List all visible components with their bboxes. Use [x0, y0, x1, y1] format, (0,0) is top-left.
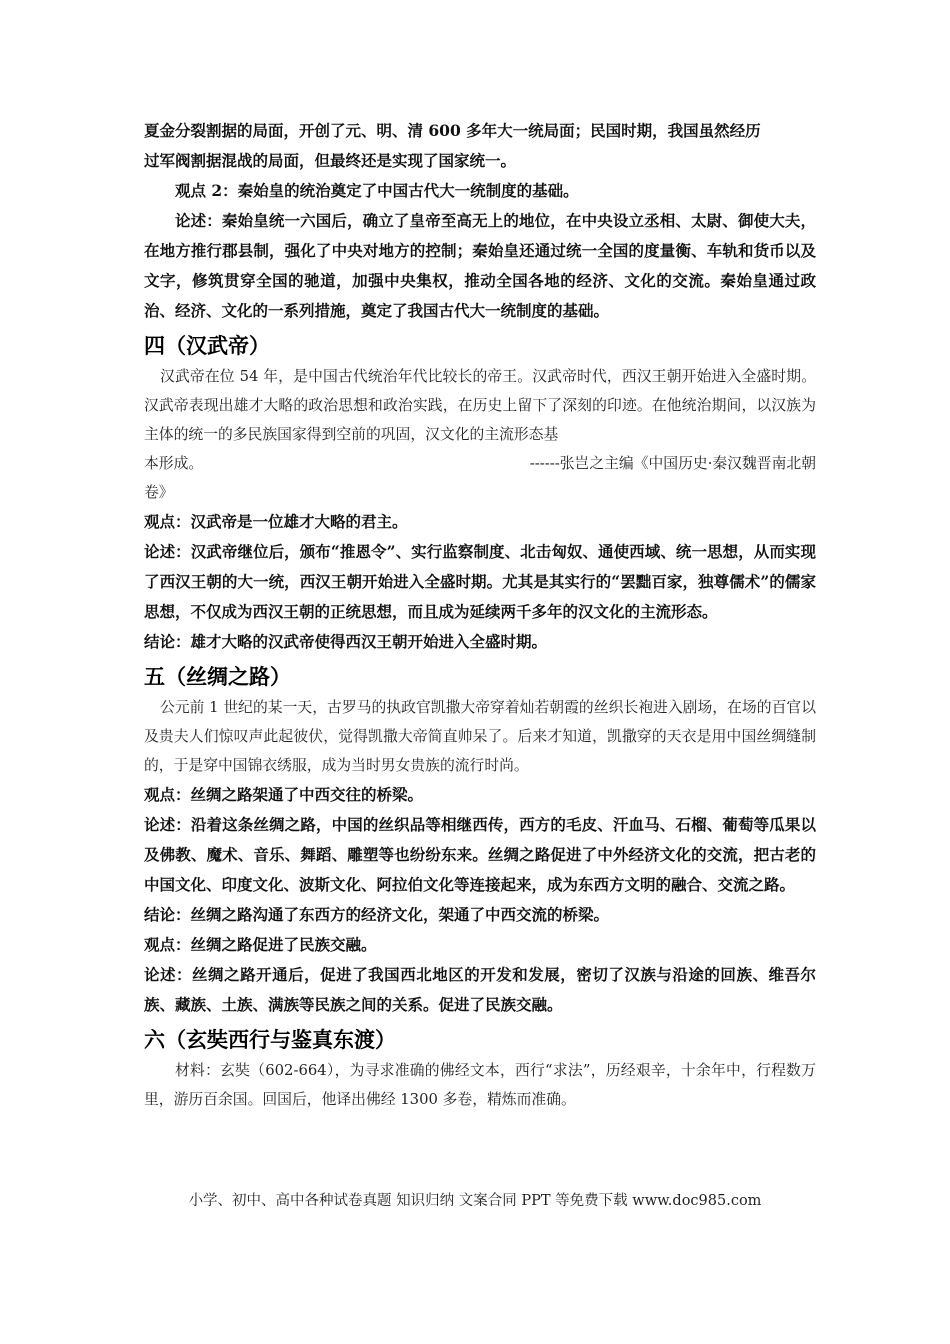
argument-qin: 论述：秦始皇统一六国后，确立了皇帝至高无上的地位，在中央设立丞相、太尉、御使大夫，在地方推行郡县制，强化了中央对地方的控制；秦始皇还通过统一全国的度量衡、车轨和货币以及文字，修筑贯穿全国的驰道，加强中央集权，推动全国各地的经济、文化的交流。秦始皇通过政治、经济、文化的一系列措施，奠定了我国古代大一统制度的基础。: [144, 211, 816, 320]
material-end: 本形成。: [144, 455, 204, 472]
material-han-wudi: 汉武帝在位 54 年，是中国古代统治年代比较长的帝王。汉武帝时代，西汉王朝开始进入全盛时期。汉武帝表现出雄才大略的政治思想和政治实践，在历史上留下了深刻的印迹。在他统治期间，以汉族为主体的统一的多民族国家得到空前的巩固，汉文化的主流形态基: [144, 368, 816, 443]
paragraph-continuation-2: 过军阀割据混战的局面，但最终还是实现了国家统一。: [144, 151, 517, 170]
page-content: [144, 116, 816, 1114]
page-footer: 小学、初中、高中各种试卷真题 知识归纳 文案合同 PPT 等免费下载 www.doc985.com: [188, 1193, 762, 1209]
argument-silk-road-2: 论述：丝绸之路开通后，促进了我国西北地区的开发和发展，密切了汉族与沿途的回族、维吾尔族、藏族、土族、满族等民族之间的关系。促进了民族交融。: [144, 965, 816, 1014]
view-2-qin: 观点 2：秦始皇的统治奠定了中国古代大一统制度的基础。: [175, 181, 579, 200]
material-silk-road: 公元前 1 世纪的某一天，古罗马的执政官凯撒大帝穿着灿若朝霞的丝织长袍进入剧场，在场的百官以及贵夫人们惊叹声此起彼伏，觉得凯撒大帝简直帅呆了。后来才知道，凯撒穿的天衣是用中国丝绸缝制的，于是穿中国锦衣绣服，成为当时男女贵族的流行时尚。: [144, 699, 816, 774]
view-han-wudi: 观点：汉武帝是一位雄才大略的君主。: [144, 512, 408, 531]
material-source: ------张岂之主编《中国历史·秦汉魏晋南北朝: [529, 455, 816, 472]
material-source-end: 卷》: [144, 484, 174, 501]
conclusion-silk-road-1: 结论：丝绸之路沟通了东西方的经济文化，架通了中西交流的桥梁。: [144, 905, 610, 924]
argument-han-wudi: 论述：汉武帝继位后，颁布“推恩令”、实行监察制度、北击匈奴、通使西域、统一思想，从而实现了西汉王朝的大一统，西汉王朝开始进入全盛时期。尤其是其实行的“罢黜百家，独尊儒术”的儒家思想，不仅成为西汉王朝的正统思想，而且成为延续两千多年的汉文化的主流形态。: [144, 542, 816, 621]
view-silk-road-1: 观点：丝绸之路架通了中西交往的桥梁。: [144, 785, 424, 804]
argument-silk-road-1: 论述：沿着这条丝绸之路，中国的丝织品等相继西传，西方的毛皮、汗血马、石榴、葡萄等瓜果以及佛教、魔术、音乐、舞蹈、雕塑等也纷纷东来。丝绸之路促进了中外经济文化的交流，把古老的中国文化、印度文化、波斯文化、阿拉伯文化等连接起来，成为东西方文明的融合、交流之路。: [144, 815, 816, 894]
paragraph-continuation-1: 夏金分裂割据的局面，开创了元、明、清 600 多年大一统局面；民国时期，我国虽然经历: [144, 121, 761, 140]
material-source-line: [144, 449, 816, 478]
view-silk-road-2: 观点：丝绸之路促进了民族交融。: [144, 935, 377, 954]
section-heading-xuanzang-jianzhen: 六（玄奘西行与鉴真东渡）: [144, 1028, 396, 1052]
section-heading-han-wudi: 四（汉武帝）: [144, 334, 270, 358]
conclusion-han-wudi: 结论：雄才大略的汉武帝使得西汉王朝开始进入全盛时期。: [144, 632, 548, 651]
material-xuanzang: 材料：玄奘（602-664），为寻求准确的佛经文本，西行“求法”，历经艰辛，十余年中，行程数万里，游历百余国。回国后，他译出佛经 1300 多卷，精炼而准确。: [144, 1062, 816, 1108]
section-heading-silk-road: 五（丝绸之路）: [144, 665, 291, 689]
